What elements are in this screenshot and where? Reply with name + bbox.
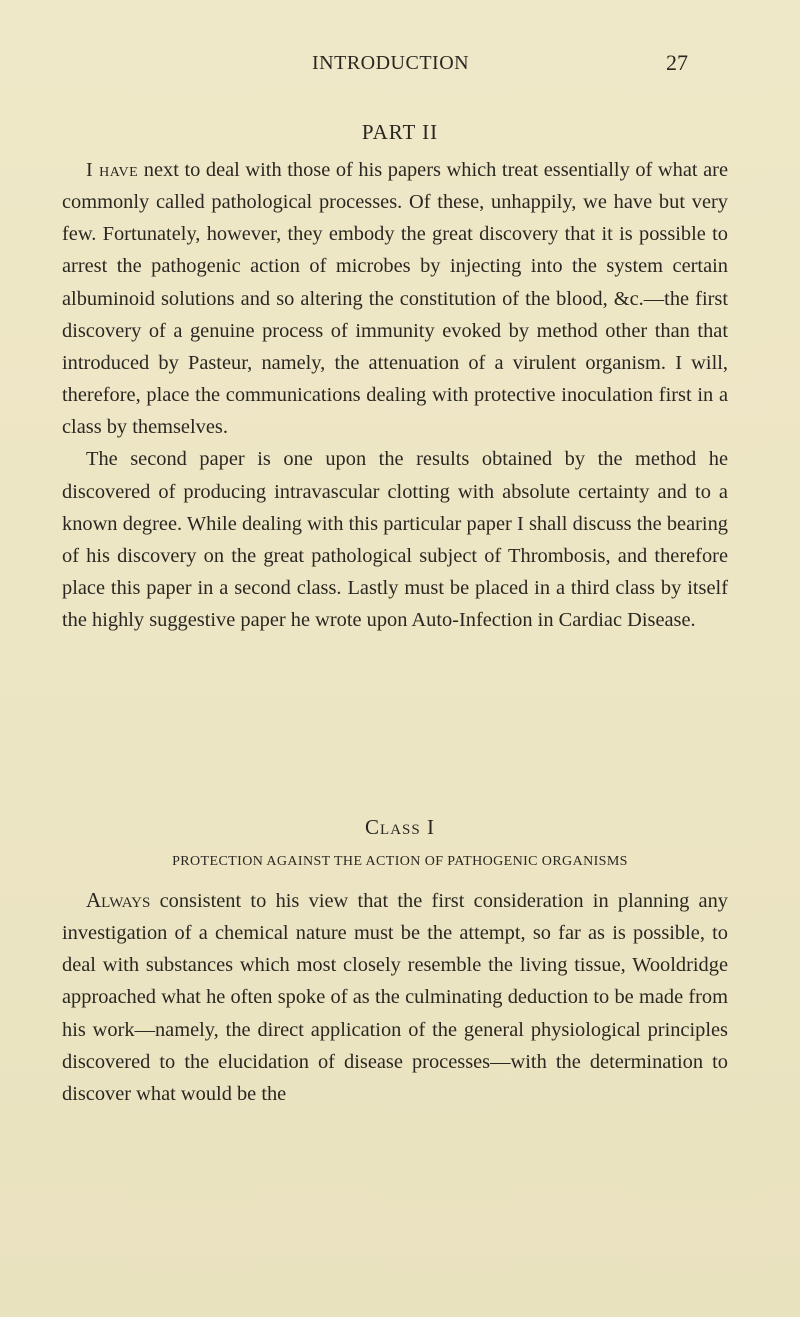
running-title: INTRODUCTION (312, 52, 470, 74)
paragraph (62, 443, 728, 636)
paragraph-lead: I have (86, 159, 139, 181)
paragraph-text: consistent to his view that the first consideration in planning any investigation of a chemical nature must be the attempt, so far as is possible, to deal with substances which most closely resemble the living tissue, Wooldridge approached what he often spoke of as the culminating deduction to be made from his work—namely, the direct application of the general physiological principles discovered to the elucidation of disease processes—with the determination to discover what would be the (62, 890, 728, 1105)
paragraph (62, 154, 728, 443)
class-subheading: PROTECTION AGAINST THE ACTION OF PATHOGENIC ORGANISMS (172, 854, 628, 869)
running-head (0, 50, 800, 80)
part-heading: PART II (361, 120, 439, 144)
paragraph-text: The second paper is one upon the results obtained by the method he discovered of producing intravascular clotting with absolute certainty and to a known degree. While dealing with this particular paper I shall discuss the bearing of his discovery on the great pathological subject of Thrombosis, and therefore place this paper in a second class. Lastly must be placed in a third class by itself the highly suggestive paper he wrote upon Auto-Infection in Cardiac Disease. (62, 448, 728, 632)
section-2-body (62, 884, 728, 1110)
class-heading: Class I (365, 815, 435, 839)
paragraph-text: next to deal with those of his papers which treat essentially of what are commonly called pathological processes. Of these, unhappily, we have but very few. Fortunately, however, they embody the great discovery that it is possible to arrest the pathogenic action of microbes by injecting into the system certain albuminoid solutions and so altering the constitution of the blood, &c.—the first discovery of a genuine process of immunity evoked by method other than that introduced by Pasteur, namely, the attenuation of a virulent organism. I will, therefore, place the communications dealing with protective inoculation first in a class by themselves. (62, 159, 728, 439)
section-1-body (62, 154, 728, 636)
paragraph-lead: Always (86, 888, 151, 912)
paragraph (62, 884, 728, 1110)
page-number: 27 (666, 50, 688, 75)
